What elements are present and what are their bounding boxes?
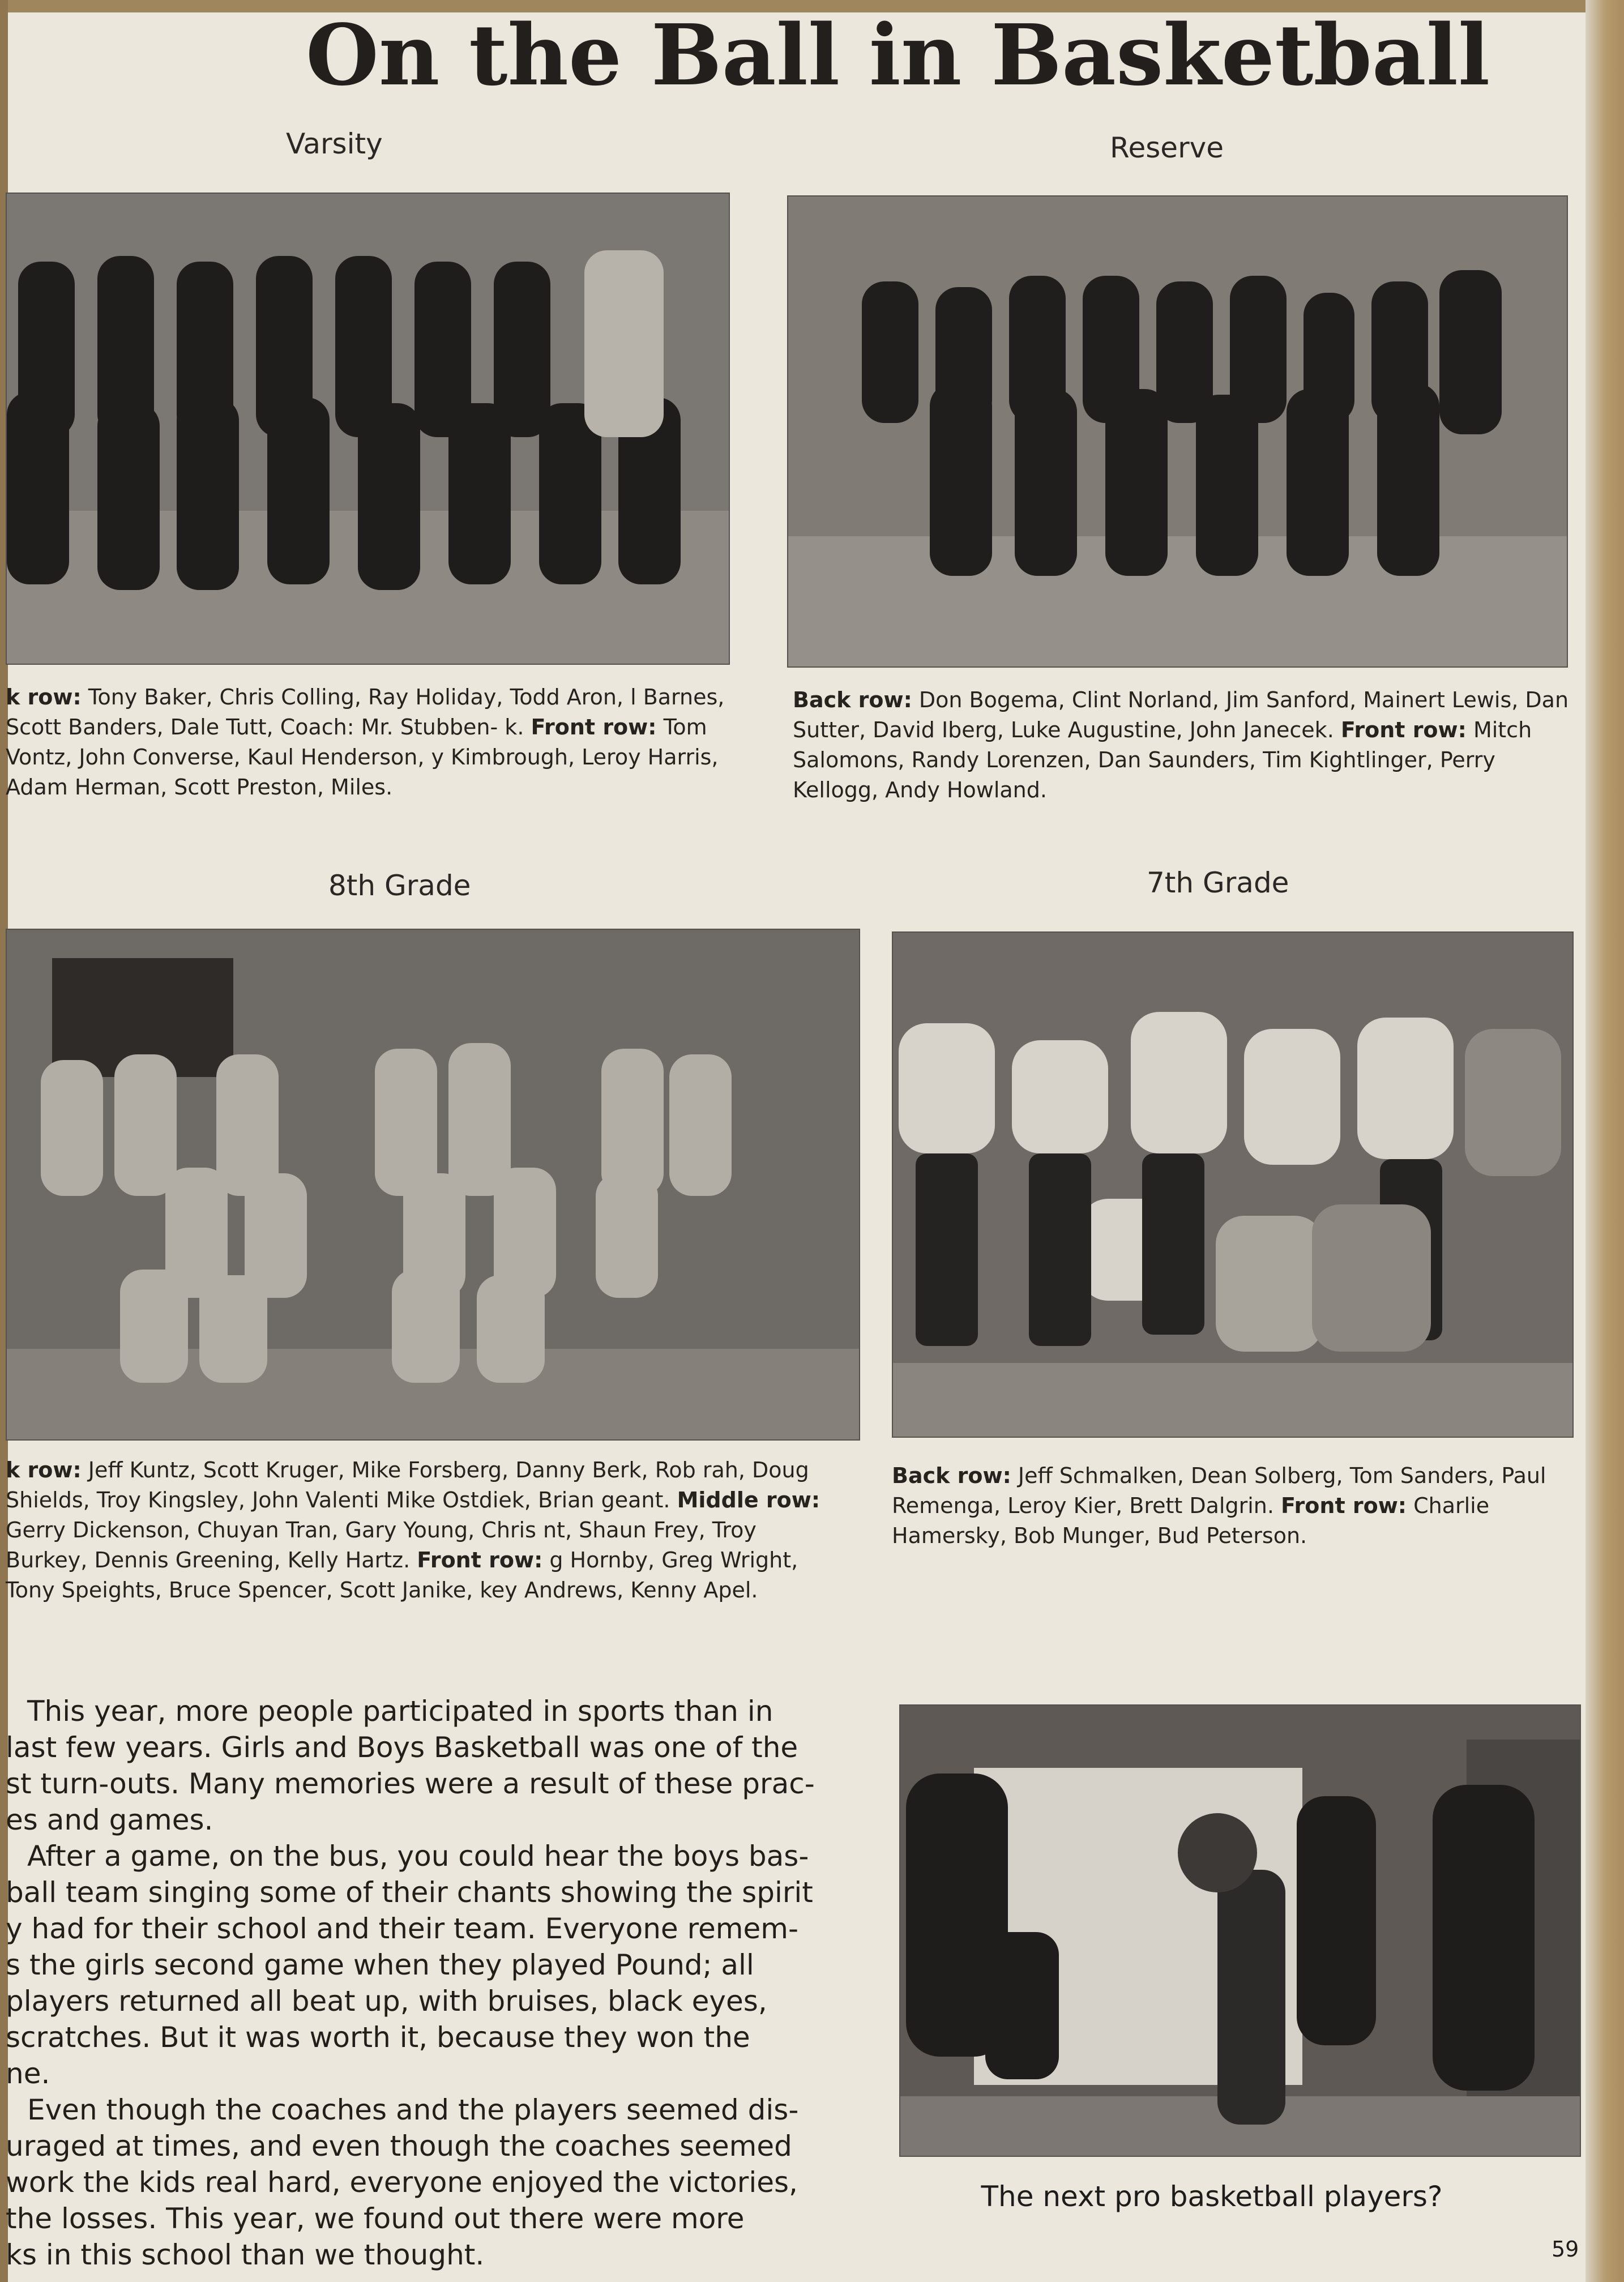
reserve-front-names: Mitch Salomons, Randy Lorenzen, Dan Saunders, Tim Kightlinger, Perry Kellogg, Andy Howland.	[793, 717, 1532, 802]
reserve-back-names: Don Bogema, Clint Norland, Jim Sanford, Mainert Lewis, Dan Sutter, David Iberg, Luke Augustine, John Janecek.	[793, 687, 1569, 742]
grade7-back-names: Jeff Schmalken, Dean Solberg, Tom Sanders, Paul Remenga, Leroy Kier, Brett Dalgrin.	[892, 1463, 1546, 1518]
article-line: the losses. This year, we found out there were more	[6, 2202, 745, 2235]
grade8-middle-label: Middle row:	[677, 1488, 820, 1512]
varsity-front-names: Tom Vontz, John Converse, Kaul Henderson, y Kimbrough, Leroy Harris, Adam Herman, Scott Preston, Miles.	[6, 715, 719, 800]
article-line: This year, more people participated in sports than in	[27, 1695, 773, 1728]
article-line: y had for their school and their team. Everyone remem-	[6, 1912, 798, 1945]
grade7-back-label: Back row:	[892, 1463, 1011, 1488]
reserve-label: Reserve	[1110, 131, 1224, 164]
reserve-back-label: Back row:	[793, 687, 912, 712]
grade8-front-names: g Hornby, Greg Wright, Tony Speights, Bruce Spencer, Scott Janike, key Andrews, Kenny Apel.	[6, 1548, 798, 1602]
page-number: 59	[1552, 2237, 1579, 2262]
varsity-front-label: Front row:	[531, 715, 657, 740]
article-body	[6, 1693, 855, 2273]
article-line: uraged at times, and even though the coaches seemed	[6, 2130, 792, 2163]
reserve-front-label: Front row:	[1340, 717, 1467, 742]
article-line: players returned all beat up, with bruises, black eyes,	[6, 1985, 767, 2018]
grade8-front-label: Front row:	[417, 1548, 543, 1572]
article-line: Even though the coaches and the players seemed dis-	[27, 2093, 799, 2126]
varsity-back-names: Tony Baker, Chris Colling, Ray Holiday, Todd Aron, l Barnes, Scott Banders, Dale Tutt, Coach: Mr. Stubben- k.	[6, 685, 725, 740]
article-line: ne.	[6, 2057, 50, 2090]
article-line: ks in this school than we thought.	[6, 2238, 485, 2271]
varsity-caption	[6, 682, 730, 802]
reserve-caption	[793, 685, 1571, 805]
article-line: After a game, on the bus, you could hear the boys bas-	[27, 1840, 809, 1873]
grade7-front-label: Front row:	[1281, 1493, 1407, 1518]
article-line: st turn-outs. Many memories were a result of these prac-	[6, 1767, 815, 1800]
grade8-middle-names: Gerry Dickenson, Chuyan Tran, Gary Young, Chris nt, Shaun Frey, Troy Burkey, Dennis Greening, Kelly Hartz.	[6, 1518, 757, 1572]
grade8-caption	[6, 1455, 844, 1605]
varsity-label: Varsity	[286, 127, 383, 160]
article-line: s the girls second game when they played Pound; all	[6, 1948, 754, 1981]
action-photo-caption: The next pro basketball players?	[981, 2180, 1443, 2213]
grade8-team-photo	[6, 929, 860, 1441]
grade7-label: 7th Grade	[1147, 866, 1289, 899]
article-line: scratches. But it was worth it, because they won the	[6, 2021, 750, 2054]
grade8-back-label: k row:	[6, 1458, 82, 1482]
reserve-team-photo	[787, 195, 1568, 668]
article-line: last few years. Girls and Boys Basketball was one of the	[6, 1731, 798, 1764]
article-line: work the kids real hard, everyone enjoyed the victories,	[6, 2166, 798, 2199]
game-action-photo	[899, 1704, 1581, 2157]
article-line: es and games.	[6, 1804, 213, 1836]
page-binding-edge	[1585, 0, 1624, 2282]
page-title: On the Ball in Basketball	[306, 6, 1490, 104]
grade8-label: 8th Grade	[328, 869, 471, 902]
grade7-team-photo	[892, 931, 1574, 1438]
grade7-caption	[892, 1461, 1580, 1551]
grade7-front-names: Charlie Hamersky, Bob Munger, Bud Peterson.	[892, 1493, 1490, 1548]
article-line: ball team singing some of their chants showing the spirit	[6, 1876, 813, 1909]
varsity-back-label: k row:	[6, 685, 82, 710]
grade8-back-names: Jeff Kuntz, Scott Kruger, Mike Forsberg, Danny Berk, Rob rah, Doug Shields, Troy Kingsley, John Valenti Mike Ostdiek, Brian geant.	[6, 1458, 809, 1512]
varsity-team-photo	[6, 193, 730, 665]
